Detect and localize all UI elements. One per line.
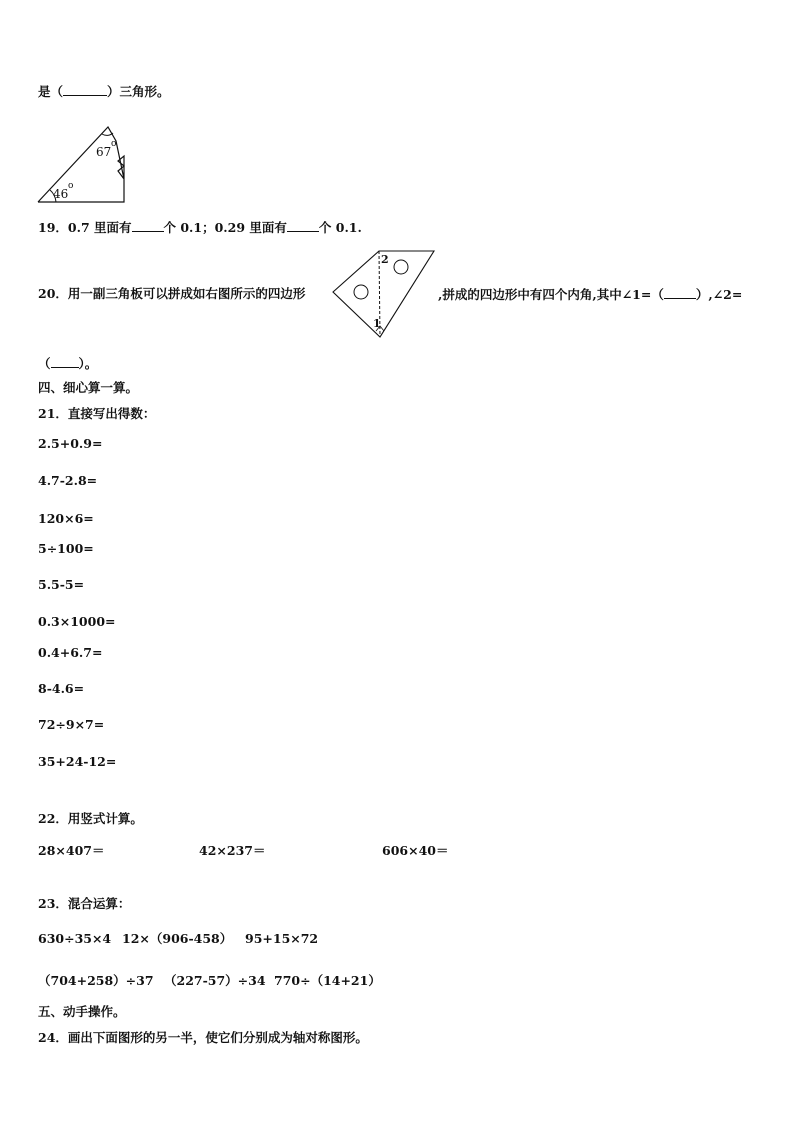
q22-item: 28×407＝ xyxy=(38,843,105,858)
q20-text-b: ,拼成的四边形中有四个内角,其中∠1=（ xyxy=(438,287,664,302)
q23-item: 770÷（14+21） xyxy=(274,973,381,988)
q23-item: 12×（906-458） xyxy=(122,931,233,946)
q23-item: 95+15×72 xyxy=(245,931,319,946)
q23-item: （704+258）÷37 xyxy=(38,973,154,988)
q20-text-c: ）,∠2= xyxy=(695,287,743,302)
q21-item: 72÷9×7= xyxy=(38,717,105,732)
q18-blank[interactable] xyxy=(63,83,107,96)
degree-mark-top: o xyxy=(111,139,117,149)
q21-item: 4.7-2.8= xyxy=(38,473,98,488)
q20-text-d-open: （ xyxy=(38,356,51,371)
q21-item: 0.4+6.7= xyxy=(38,645,103,660)
section-5-heading: 五、动手操作。 xyxy=(38,1004,126,1019)
section-4-heading: 四、细心算一算。 xyxy=(38,380,139,395)
q21-title: 21．直接写出得数： xyxy=(38,406,156,421)
q19-text-a: 19．0.7 里面有 xyxy=(38,220,132,235)
q18-text-before: 是（ xyxy=(38,84,64,99)
q23-item: （227-57）÷34 xyxy=(164,973,266,988)
q21-item: 8-4.6= xyxy=(38,681,85,696)
q19-line xyxy=(38,219,362,236)
q21-item: 35+24-12= xyxy=(38,754,117,769)
q20-blank-2[interactable] xyxy=(51,355,79,368)
q20-line xyxy=(38,286,305,302)
q20-text-a: 20．用一副三角板可以拼成如右图所示的四边形 xyxy=(38,286,306,301)
q23-item: 630÷35×4 xyxy=(38,931,112,946)
q18-triangle-figure xyxy=(36,124,136,206)
q20-line-cont xyxy=(438,286,742,303)
q21-item: 0.3×1000= xyxy=(38,614,116,629)
q20-text-d-close: ）。 xyxy=(78,356,98,371)
q24-title: 24．画出下面图形的另一半，使它们分别成为轴对称图形。 xyxy=(38,1030,368,1045)
q18-text-after: ）三角形。 xyxy=(107,84,170,99)
q21-item: 5.5-5= xyxy=(38,577,85,592)
q19-text-c: 个 0.1. xyxy=(318,220,362,235)
q19-blank-1[interactable] xyxy=(132,219,164,232)
q22-item: 42×237＝ xyxy=(199,843,266,858)
angle-label-1: 1 xyxy=(373,317,381,330)
degree-mark-left: o xyxy=(68,181,74,191)
q23-title: 23．混合运算： xyxy=(38,896,131,911)
q20-quadrilateral-figure xyxy=(331,248,437,340)
q18-answer-line xyxy=(38,83,170,100)
q22-title: 22．用竖式计算。 xyxy=(38,811,143,826)
q21-item: 2.5+0.9= xyxy=(38,436,103,451)
angle-label-46: 46 xyxy=(53,187,69,201)
q21-item: 5÷100= xyxy=(38,541,94,556)
q20-blank-1[interactable] xyxy=(664,286,696,299)
q21-item: 120×6= xyxy=(38,511,94,526)
angle-label-67: 67 xyxy=(96,145,112,159)
q19-text-b: 个 0.1；0.29 里面有 xyxy=(163,220,287,235)
q19-blank-2[interactable] xyxy=(287,219,319,232)
q20-line-2 xyxy=(38,355,97,372)
angle-label-2: 2 xyxy=(381,253,389,266)
q22-item: 606×40＝ xyxy=(382,843,449,858)
